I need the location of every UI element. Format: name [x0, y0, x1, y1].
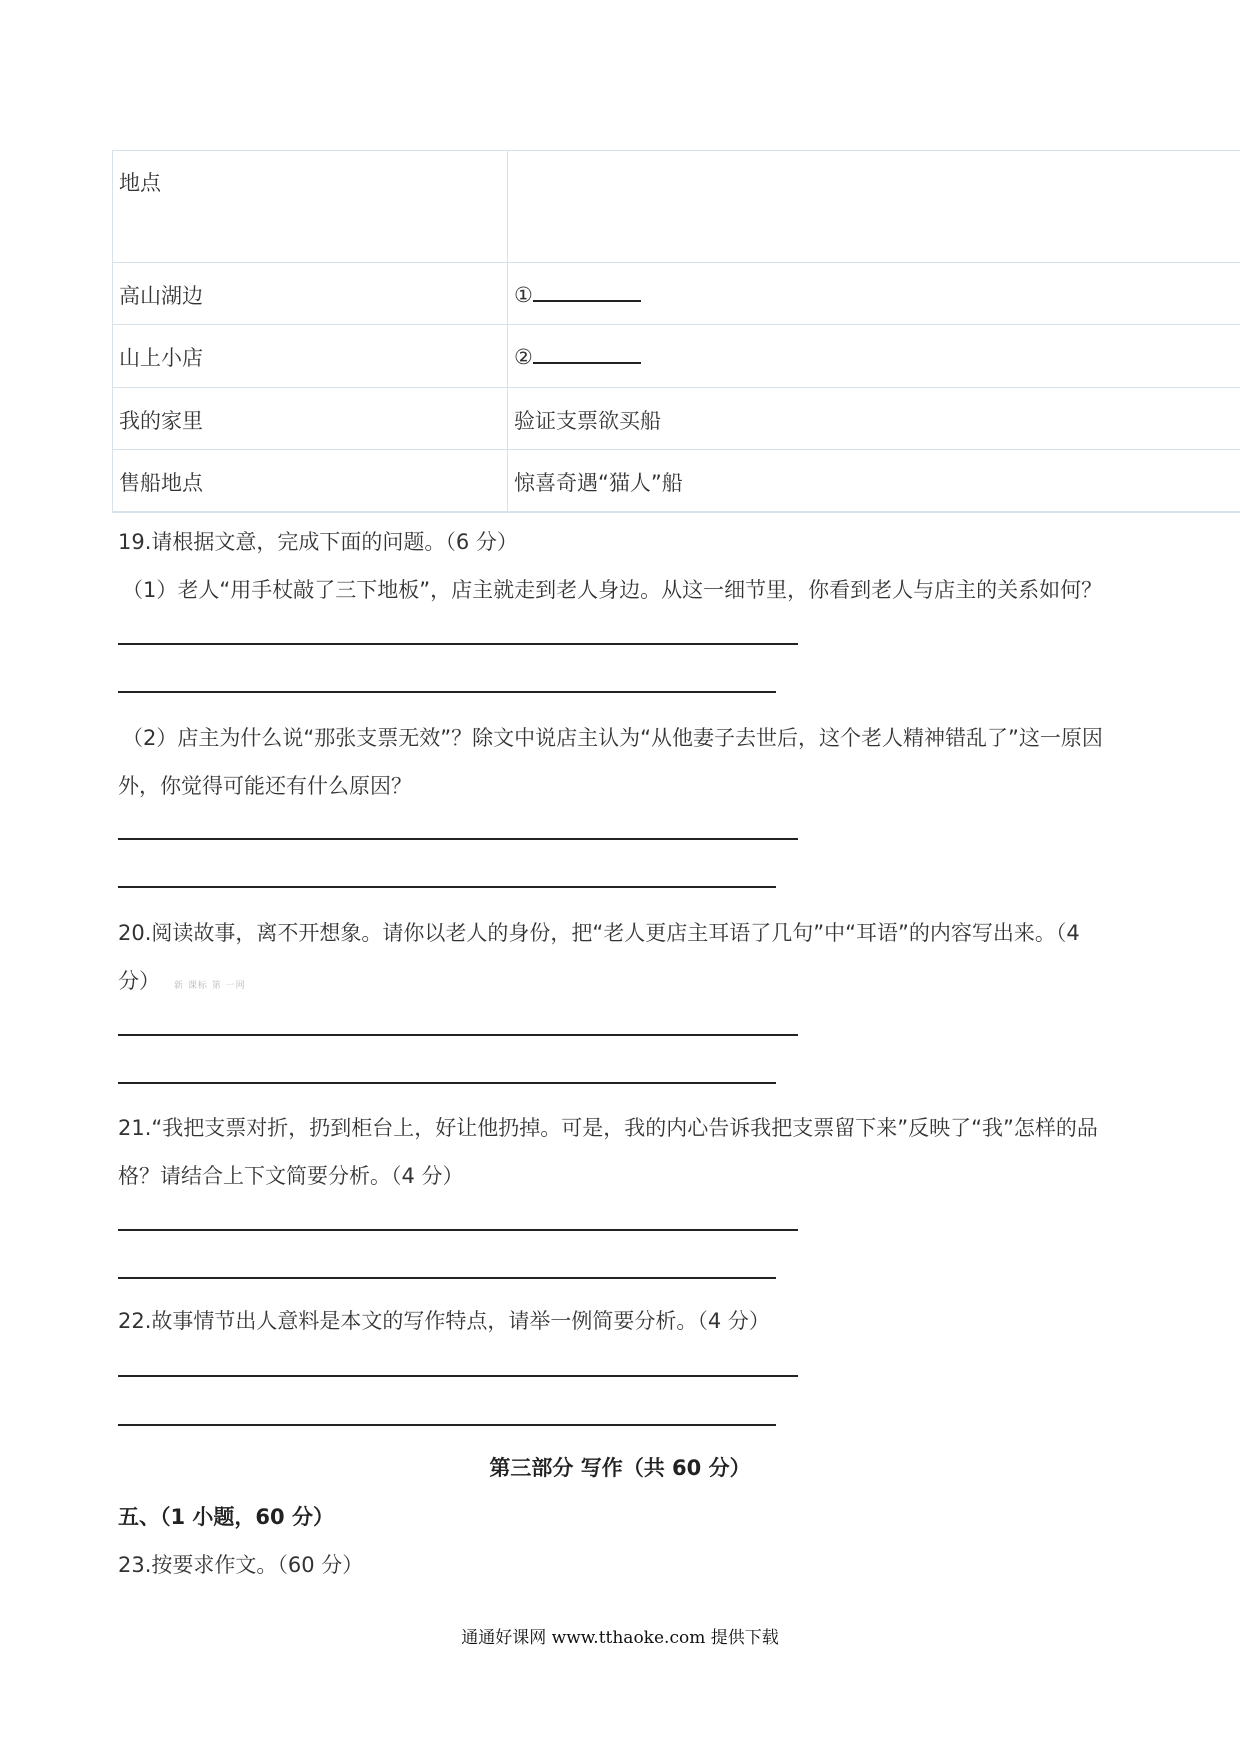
- q19-part1: （1）老人“用手杖敲了三下地板”，店主就走到老人身边。从这一细节里，你看到老人与店主的关系如何？: [122, 578, 1103, 602]
- q22-line1: 22.故事情节出人意料是本文的写作特点，请举一例简要分析。（4 分）: [118, 1309, 770, 1333]
- table-cell-event: 惊喜奇遇“猫人”船: [514, 471, 683, 495]
- q19-part2-line2: 外，你觉得可能还有什么原因？: [118, 774, 412, 798]
- answer-line: [118, 1034, 798, 1036]
- answer-line: [118, 1082, 776, 1084]
- table-cell-place: 山上小店: [119, 346, 203, 370]
- table-cell-event: 验证支票欲买船: [514, 409, 661, 433]
- table-row: [112, 449, 1240, 511]
- event-table: [112, 150, 1240, 513]
- page-footer: 通通好课网 www.tthaoke.com 提供下载: [461, 1628, 779, 1648]
- table-row: [112, 387, 1240, 449]
- q21-line2: 格？请结合上下文简要分析。（4 分）: [118, 1164, 464, 1188]
- q20-line1: 20.阅读故事，离不开想象。请你以老人的身份，把“老人更店主耳语了几句”中“耳语”的内容写出来。（4: [118, 921, 1080, 945]
- q23-title: 23.按要求作文。（60 分）: [118, 1553, 364, 1577]
- table-row: [112, 262, 1240, 324]
- table-cell-place: 售船地点: [119, 471, 203, 495]
- watermark-text: 新 课标 第 一网: [174, 981, 246, 991]
- fill-blank-line: [533, 280, 641, 302]
- table-header-row: [112, 151, 1240, 262]
- answer-line: [118, 1424, 776, 1426]
- answer-line: [118, 643, 798, 645]
- part3-subtitle: 五、（1 小题，60 分）: [118, 1505, 334, 1529]
- answer-line: [118, 691, 776, 693]
- answer-line: [118, 1375, 798, 1377]
- answer-line: [118, 1229, 798, 1231]
- table-row: [112, 324, 1240, 387]
- answer-line: [118, 886, 776, 888]
- table-cell-prefix: ②: [514, 345, 533, 369]
- q21-line1: 21.“我把支票对折，扔到柜台上，好让他扔掉。可是，我的内心告诉我把支票留下来”反映了“我”怎样的品: [118, 1116, 1098, 1140]
- q19-title: 19.请根据文意，完成下面的问题。（6 分）: [118, 530, 518, 554]
- table-cell-place: 高山湖边: [119, 284, 203, 308]
- answer-line: [118, 838, 798, 840]
- q19-part2-line1: （2）店主为什么说“那张支票无效”？除文中说店主认为“从他妻子去世后，这个老人精神错乱了”这一原因: [122, 726, 1103, 750]
- table-header-place: 地点: [119, 171, 161, 195]
- q20-line2: 分）: [118, 969, 160, 993]
- table-cell-place: 我的家里: [119, 409, 203, 433]
- part3-title: 第三部分 写作（共 60 分）: [489, 1456, 751, 1480]
- answer-line: [118, 1277, 776, 1279]
- fill-blank-line: [533, 342, 641, 364]
- table-cell-prefix: ①: [514, 283, 533, 307]
